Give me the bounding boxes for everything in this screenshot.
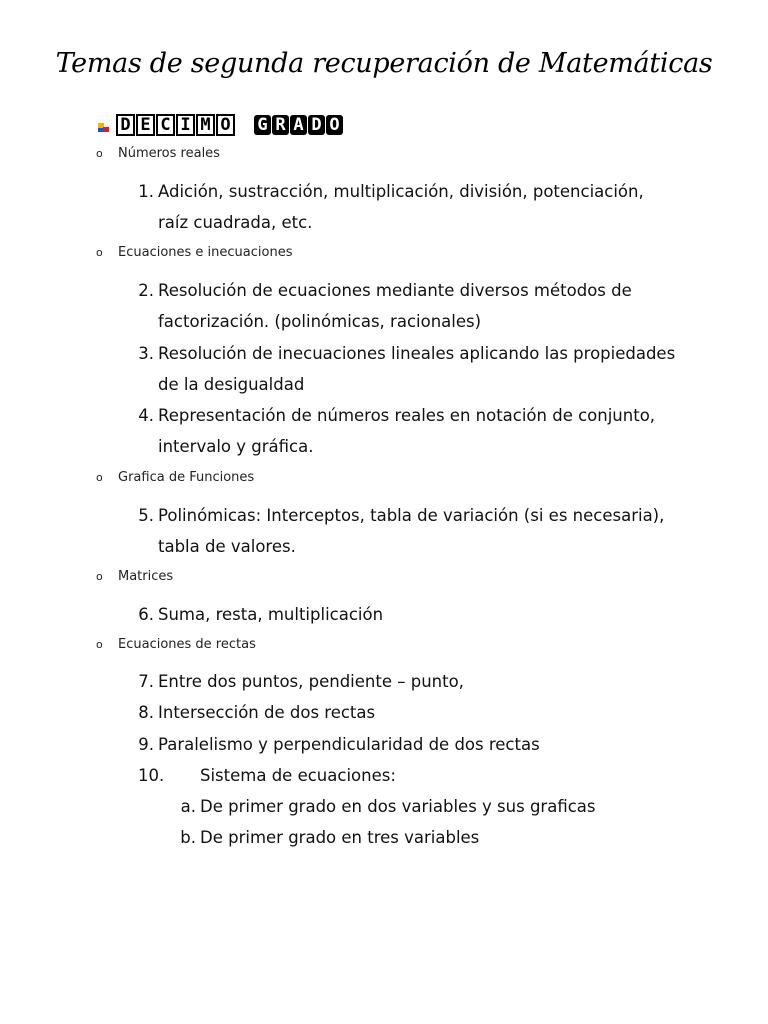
item-number: 2.: [138, 281, 154, 300]
grade-heading: [96, 112, 362, 138]
colored-bullet-icon: [96, 117, 110, 133]
boxed-letter: M: [196, 114, 215, 136]
boxed-letter: R: [272, 115, 289, 135]
item-text: Representación de números reales en notación de conjunto, intervalo y gráfica.: [158, 406, 656, 456]
item-letter: a.: [180, 797, 196, 816]
item-number: 10.: [138, 766, 165, 785]
grade-word-decimo: [116, 114, 236, 136]
boxed-letter: E: [136, 114, 155, 136]
section-ecuaciones-rectas: [96, 637, 256, 652]
boxed-letter: D: [116, 114, 135, 136]
boxed-letter: G: [254, 115, 271, 135]
page-title: Temas de segunda recuperación de Matemáticas: [55, 48, 713, 79]
boxed-letter: O: [326, 115, 343, 135]
item-text: Intersección de dos rectas: [158, 703, 376, 722]
boxed-letter: D: [308, 115, 325, 135]
item-text: Sistema de ecuaciones:: [200, 766, 396, 785]
circle-bullet-icon: o: [96, 246, 103, 259]
item-text: Adición, sustracción, multiplicación, división, potenciación, raíz cuadrada, etc.: [158, 182, 644, 232]
item-text: De primer grado en tres variables: [200, 828, 480, 847]
item-text: De primer grado en dos variables y sus graficas: [200, 797, 596, 816]
item-letter: b.: [180, 828, 196, 847]
section-matrices: [96, 569, 173, 584]
item-number: 1.: [138, 182, 154, 201]
item-number: 7.: [138, 672, 154, 691]
item-text: Entre dos puntos, pendiente – punto,: [158, 672, 464, 691]
item-number: 5.: [138, 506, 154, 525]
item-text: Polinómicas: Interceptos, tabla de variación (si es necesaria), tabla de valores.: [158, 506, 665, 556]
item-text: Suma, resta, multiplicación: [158, 605, 384, 624]
grade-word-grado: [254, 115, 344, 135]
section-label: Ecuaciones de rectas: [118, 637, 256, 652]
boxed-letter: O: [216, 114, 235, 136]
section-ecuaciones-inecuaciones: [96, 245, 292, 260]
circle-bullet-icon: o: [96, 638, 103, 651]
item-number: 4.: [138, 406, 154, 425]
circle-bullet-icon: o: [96, 471, 103, 484]
circle-bullet-icon: o: [96, 147, 103, 160]
item-number: 8.: [138, 703, 154, 722]
circle-bullet-icon: o: [96, 570, 103, 583]
item-number: 9.: [138, 735, 154, 754]
section-grafica-funciones: [96, 470, 254, 485]
item-number: 6.: [138, 605, 154, 624]
boxed-letter: C: [156, 114, 175, 136]
item-number: 3.: [138, 344, 154, 363]
section-label: Matrices: [118, 569, 174, 584]
boxed-letter: A: [290, 115, 307, 135]
item-text: Resolución de inecuaciones lineales aplicando las propiedades de la desigualdad: [158, 344, 676, 394]
section-label: Ecuaciones e inecuaciones: [118, 245, 293, 260]
item-text: Resolución de ecuaciones mediante diversos métodos de factorización. (polinómicas, racionales): [158, 281, 632, 331]
section-numeros-reales: [96, 146, 220, 161]
boxed-letter: I: [176, 114, 195, 136]
section-label: Grafica de Funciones: [118, 470, 255, 485]
item-text: Paralelismo y perpendicularidad de dos rectas: [158, 735, 540, 754]
section-label: Números reales: [118, 146, 220, 161]
